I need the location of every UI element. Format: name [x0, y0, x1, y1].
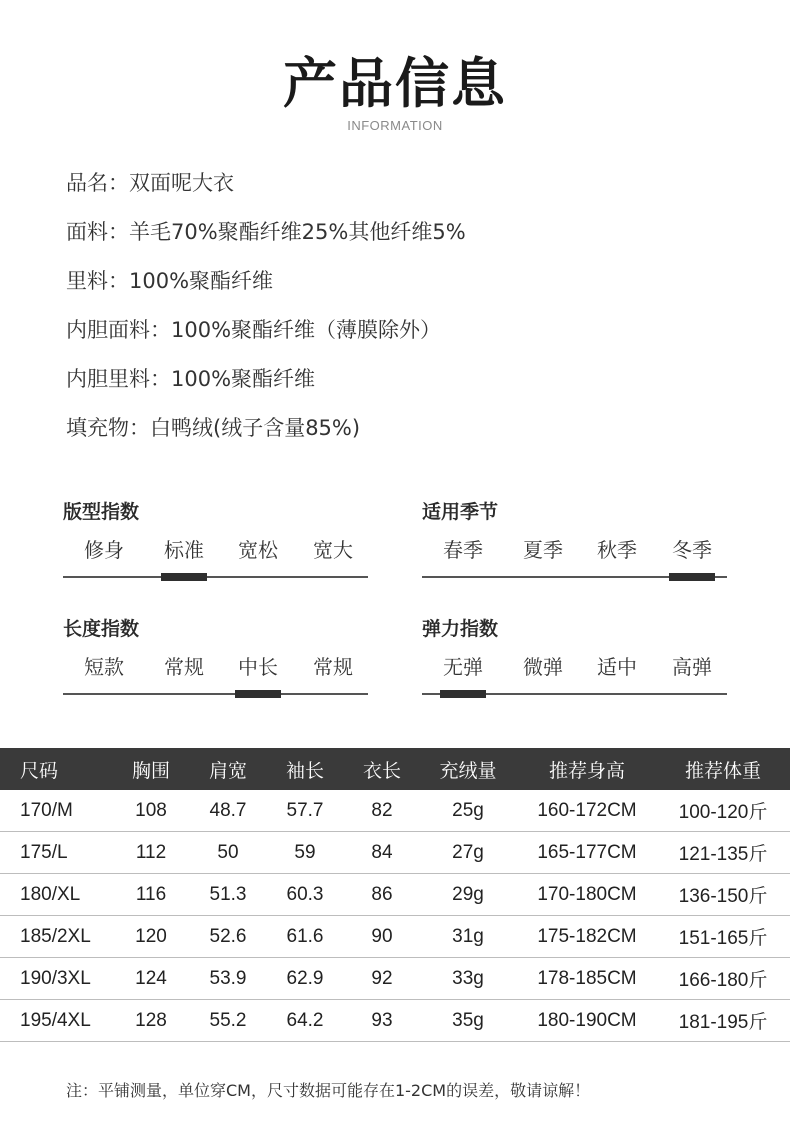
fit-index-line — [63, 576, 368, 578]
table-row — [0, 790, 790, 832]
length-index — [63, 615, 368, 699]
info-row-inner-fabric — [66, 313, 726, 362]
page-title: 产品信息 — [283, 52, 507, 115]
stretch-option: 无弹 — [443, 655, 483, 679]
fit-index-options — [63, 532, 368, 582]
fit-selected-marker — [161, 573, 207, 581]
table-cell: 180-190CM — [518, 1000, 656, 1042]
table-row — [0, 916, 790, 958]
table-cell: 170-180CM — [518, 874, 656, 916]
table-cell: 93 — [346, 1000, 418, 1042]
table-cell: 51.3 — [192, 874, 264, 916]
table-cell: 60.3 — [264, 874, 346, 916]
table-cell: 120 — [110, 916, 192, 958]
season-index-options — [422, 532, 727, 582]
column-header: 充绒量 — [439, 759, 497, 782]
length-option: 常规 — [313, 655, 353, 679]
size-table-header — [0, 748, 790, 790]
season-option: 春季 — [443, 538, 483, 562]
length-index-line — [63, 693, 368, 695]
table-cell: 82 — [346, 790, 418, 832]
info-label: 填充物： — [66, 416, 150, 440]
length-index-title: 长度指数 — [63, 618, 140, 640]
info-row-name — [66, 166, 726, 215]
table-row — [0, 832, 790, 874]
season-index — [422, 498, 727, 582]
table-cell: 64.2 — [264, 1000, 346, 1042]
table-cell: 195/4XL — [0, 1000, 110, 1042]
table-cell: 151-165斤 — [656, 916, 790, 958]
table-cell: 190/3XL — [0, 958, 110, 1000]
info-label: 内胆里料： — [66, 367, 171, 391]
table-cell: 108 — [110, 790, 192, 832]
column-header: 推荐身高 — [548, 759, 625, 782]
length-option: 中长 — [238, 655, 278, 679]
column-header: 袖长 — [285, 759, 324, 782]
table-cell: 35g — [418, 1000, 518, 1042]
product-info-list — [66, 166, 726, 460]
column-header: 推荐体重 — [684, 759, 761, 782]
info-row-lining — [66, 264, 726, 313]
table-cell: 112 — [110, 832, 192, 874]
info-label: 品名： — [66, 171, 129, 195]
table-cell: 116 — [110, 874, 192, 916]
table-cell: 128 — [110, 1000, 192, 1042]
table-cell: 100-120斤 — [656, 790, 790, 832]
info-value: 100%聚酯纤维（薄膜除外） — [171, 318, 442, 342]
info-label: 里料： — [66, 269, 129, 293]
table-cell: 180/XL — [0, 874, 110, 916]
table-cell: 170/M — [0, 790, 110, 832]
table-cell: 178-185CM — [518, 958, 656, 1000]
season-option: 秋季 — [597, 538, 637, 562]
table-cell: 48.7 — [192, 790, 264, 832]
column-header: 尺码 — [20, 759, 59, 782]
length-selected-marker — [235, 690, 281, 698]
table-cell: 25g — [418, 790, 518, 832]
table-cell: 160-172CM — [518, 790, 656, 832]
info-value: 100%聚酯纤维 — [129, 269, 274, 293]
column-header: 胸围 — [131, 759, 170, 782]
info-value: 羊毛70%聚酯纤维25%其他纤维5% — [129, 220, 466, 244]
stretch-option: 微弹 — [523, 655, 563, 679]
stretch-option: 高弹 — [672, 655, 712, 679]
table-cell: 136-150斤 — [656, 874, 790, 916]
table-cell: 84 — [346, 832, 418, 874]
info-label: 内胆面料： — [66, 318, 171, 342]
fit-index-title: 版型指数 — [63, 501, 140, 523]
stretch-index — [422, 615, 727, 699]
info-value: 双面呢大衣 — [129, 171, 234, 195]
table-cell: 53.9 — [192, 958, 264, 1000]
length-option: 常规 — [164, 655, 204, 679]
table-cell: 52.6 — [192, 916, 264, 958]
fit-option: 标准 — [164, 538, 204, 562]
table-row — [0, 1000, 790, 1042]
column-header: 衣长 — [362, 759, 401, 782]
table-cell: 61.6 — [264, 916, 346, 958]
table-row — [0, 958, 790, 1000]
info-label: 面料： — [66, 220, 129, 244]
page-subtitle: INFORMATION — [347, 118, 443, 133]
info-row-filling — [66, 411, 726, 460]
season-index-title: 适用季节 — [422, 501, 499, 523]
info-value: 白鸭绒(绒子含量85%) — [150, 416, 361, 440]
season-option: 冬季 — [672, 538, 712, 562]
table-cell: 55.2 — [192, 1000, 264, 1042]
table-cell: 92 — [346, 958, 418, 1000]
table-cell: 33g — [418, 958, 518, 1000]
table-cell: 175/L — [0, 832, 110, 874]
stretch-selected-marker — [440, 690, 486, 698]
length-index-options — [63, 649, 368, 699]
info-row-fabric — [66, 215, 726, 264]
table-cell: 31g — [418, 916, 518, 958]
table-cell: 59 — [264, 832, 346, 874]
stretch-option: 适中 — [597, 655, 637, 679]
measurement-note: 注：平铺测量，单位穿CM，尺寸数据可能存在1-2CM的误差，敬请谅解！ — [66, 1081, 591, 1100]
stretch-index-options — [422, 649, 727, 699]
table-cell: 90 — [346, 916, 418, 958]
table-cell: 27g — [418, 832, 518, 874]
column-header: 肩宽 — [208, 759, 247, 782]
table-cell: 86 — [346, 874, 418, 916]
table-cell: 121-135斤 — [656, 832, 790, 874]
table-cell: 175-182CM — [518, 916, 656, 958]
info-row-inner-lining — [66, 362, 726, 411]
table-cell: 50 — [192, 832, 264, 874]
table-cell: 57.7 — [264, 790, 346, 832]
table-cell: 181-195斤 — [656, 1000, 790, 1042]
table-cell: 185/2XL — [0, 916, 110, 958]
table-cell: 165-177CM — [518, 832, 656, 874]
size-table — [0, 748, 790, 1042]
fit-option: 宽大 — [313, 538, 353, 562]
table-cell: 29g — [418, 874, 518, 916]
fit-option: 修身 — [84, 538, 124, 562]
fit-option: 宽松 — [238, 538, 278, 562]
fit-index — [63, 498, 368, 582]
season-option: 夏季 — [523, 538, 563, 562]
info-value: 100%聚酯纤维 — [171, 367, 316, 391]
table-row — [0, 874, 790, 916]
stretch-index-title: 弹力指数 — [422, 618, 499, 640]
table-cell: 166-180斤 — [656, 958, 790, 1000]
table-cell: 62.9 — [264, 958, 346, 1000]
season-selected-marker — [669, 573, 715, 581]
table-cell: 124 — [110, 958, 192, 1000]
length-option: 短款 — [84, 655, 124, 679]
